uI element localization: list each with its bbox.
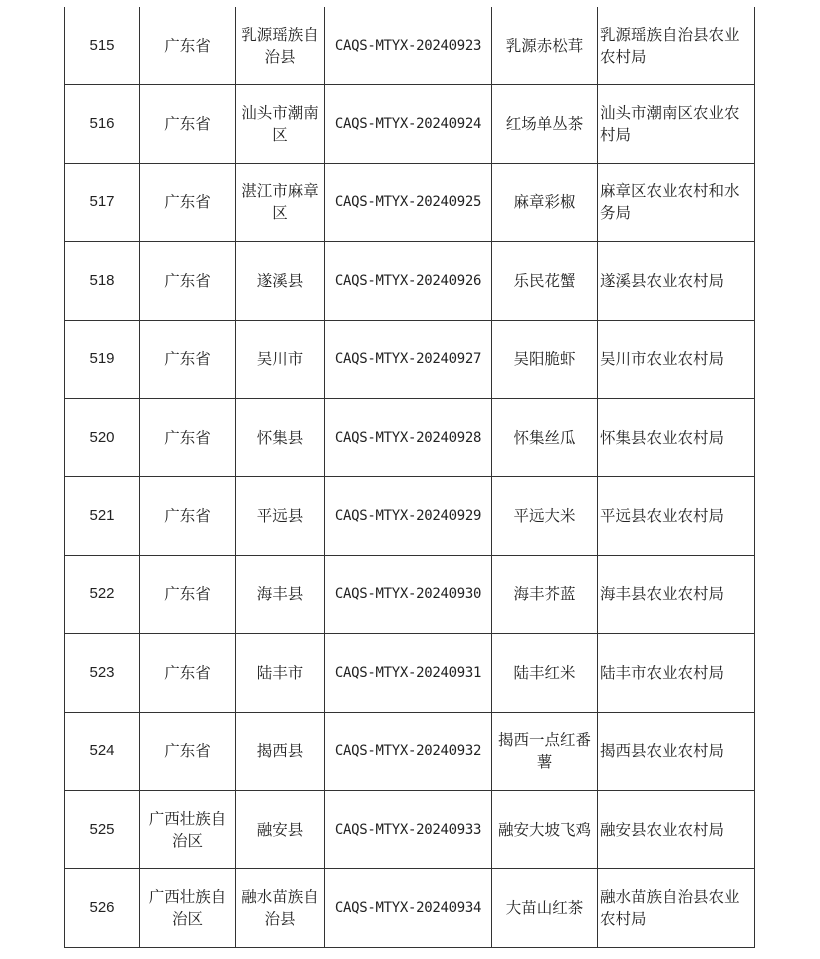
cell-product: 平远大米 (492, 477, 598, 555)
cell-agency: 吴川市农业农村局 (598, 320, 755, 398)
cell-number: 524 (65, 712, 140, 790)
cell-county: 怀集县 (236, 398, 325, 476)
cell-product: 怀集丝瓜 (492, 398, 598, 476)
cell-code: CAQS-MTYX-20240929 (325, 477, 492, 555)
cell-number: 520 (65, 398, 140, 476)
cell-product: 麻章彩椒 (492, 163, 598, 241)
cell-agency: 怀集县农业农村局 (598, 398, 755, 476)
cell-product: 融安大坡飞鸡 (492, 790, 598, 868)
cell-code: CAQS-MTYX-20240933 (325, 790, 492, 868)
cell-number: 516 (65, 85, 140, 163)
cell-product: 陆丰红米 (492, 634, 598, 712)
cell-number: 518 (65, 242, 140, 320)
cell-province: 广东省 (140, 634, 236, 712)
table-row (65, 477, 755, 555)
cell-number: 515 (65, 7, 140, 85)
table-row (65, 398, 755, 476)
cell-number: 517 (65, 163, 140, 241)
cell-code: CAQS-MTYX-20240923 (325, 7, 492, 85)
cell-product: 吴阳脆虾 (492, 320, 598, 398)
cell-agency: 揭西县农业农村局 (598, 712, 755, 790)
cell-province: 广东省 (140, 7, 236, 85)
cell-code: CAQS-MTYX-20240924 (325, 85, 492, 163)
table-row (65, 634, 755, 712)
cell-number: 525 (65, 790, 140, 868)
cell-province: 广东省 (140, 163, 236, 241)
table-row (65, 242, 755, 320)
cell-number: 521 (65, 477, 140, 555)
cell-agency: 平远县农业农村局 (598, 477, 755, 555)
cell-number: 526 (65, 869, 140, 947)
cell-agency: 乳源瑶族自治县农业农村局 (598, 7, 755, 85)
table-row (65, 85, 755, 163)
cell-number: 523 (65, 634, 140, 712)
cell-code: CAQS-MTYX-20240931 (325, 634, 492, 712)
cell-product: 红场单丛茶 (492, 85, 598, 163)
cell-county: 遂溪县 (236, 242, 325, 320)
cell-code: CAQS-MTYX-20240927 (325, 320, 492, 398)
cell-agency: 陆丰市农业农村局 (598, 634, 755, 712)
cell-product: 大苗山红茶 (492, 869, 598, 947)
cell-code: CAQS-MTYX-20240928 (325, 398, 492, 476)
cell-county: 平远县 (236, 477, 325, 555)
product-registry-table (64, 7, 755, 948)
cell-number: 519 (65, 320, 140, 398)
cell-province: 广东省 (140, 555, 236, 633)
cell-county: 湛江市麻章区 (236, 163, 325, 241)
table-row (65, 712, 755, 790)
cell-county: 汕头市潮南区 (236, 85, 325, 163)
cell-number: 522 (65, 555, 140, 633)
cell-province: 广东省 (140, 320, 236, 398)
cell-province: 广西壮族自治区 (140, 869, 236, 947)
cell-county: 融水苗族自治县 (236, 869, 325, 947)
cell-agency: 遂溪县农业农村局 (598, 242, 755, 320)
cell-code: CAQS-MTYX-20240934 (325, 869, 492, 947)
cell-province: 广东省 (140, 477, 236, 555)
cell-province: 广东省 (140, 712, 236, 790)
cell-agency: 麻章区农业农村和水务局 (598, 163, 755, 241)
cell-county: 乳源瑶族自治县 (236, 7, 325, 85)
cell-code: CAQS-MTYX-20240926 (325, 242, 492, 320)
cell-county: 海丰县 (236, 555, 325, 633)
cell-code: CAQS-MTYX-20240932 (325, 712, 492, 790)
cell-agency: 融安县农业农村局 (598, 790, 755, 868)
table-row (65, 555, 755, 633)
table-row (65, 320, 755, 398)
table-row (65, 163, 755, 241)
cell-agency: 融水苗族自治县农业农村局 (598, 869, 755, 947)
table-body (65, 7, 755, 947)
cell-product: 乐民花蟹 (492, 242, 598, 320)
cell-product: 海丰芥蓝 (492, 555, 598, 633)
table-row (65, 869, 755, 947)
table-row (65, 7, 755, 85)
cell-county: 揭西县 (236, 712, 325, 790)
cell-province: 广东省 (140, 242, 236, 320)
cell-county: 融安县 (236, 790, 325, 868)
cell-product: 揭西一点红番薯 (492, 712, 598, 790)
cell-product: 乳源赤松茸 (492, 7, 598, 85)
cell-code: CAQS-MTYX-20240925 (325, 163, 492, 241)
cell-agency: 汕头市潮南区农业农村局 (598, 85, 755, 163)
cell-county: 吴川市 (236, 320, 325, 398)
cell-province: 广西壮族自治区 (140, 790, 236, 868)
cell-county: 陆丰市 (236, 634, 325, 712)
cell-agency: 海丰县农业农村局 (598, 555, 755, 633)
cell-code: CAQS-MTYX-20240930 (325, 555, 492, 633)
cell-province: 广东省 (140, 85, 236, 163)
cell-province: 广东省 (140, 398, 236, 476)
table-row (65, 790, 755, 868)
